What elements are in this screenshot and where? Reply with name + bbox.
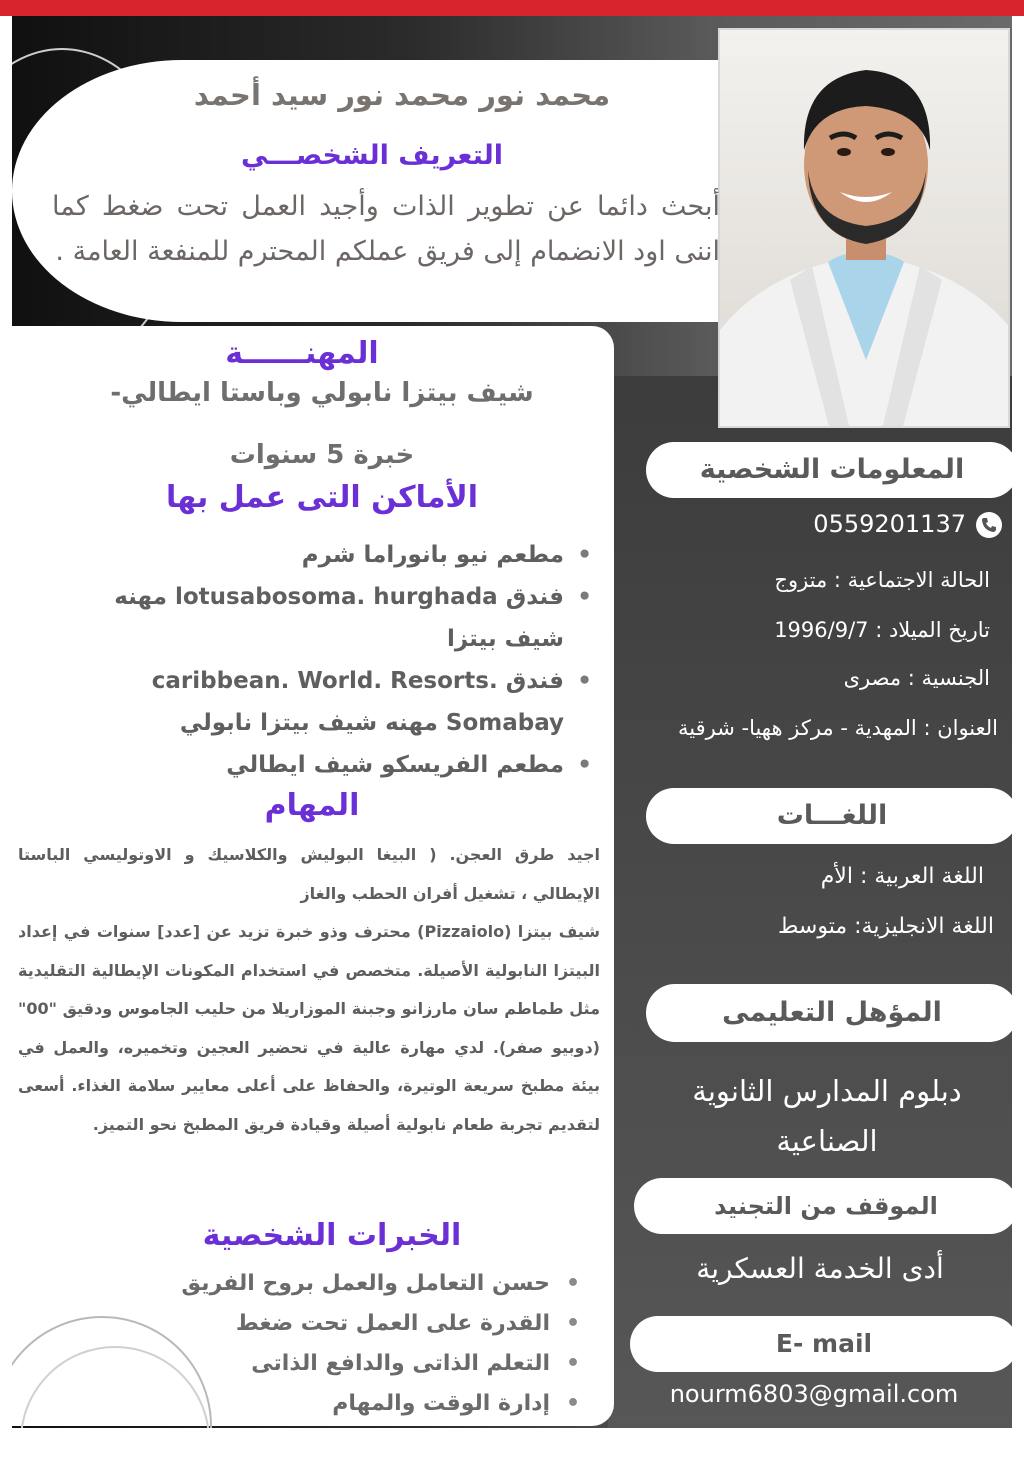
education-heading: المؤهل التعليمى <box>646 984 1012 1042</box>
profile-heading: التعريف الشخصـــي <box>240 140 504 171</box>
workplaces-list <box>72 534 592 786</box>
list-item: • فندق lotusabosoma. hurghada مهنه شيف بيتزا <box>72 576 592 660</box>
list-item: • فندق .caribbean. World. Resorts Somabay مهنه شيف بيتزا نابولي <box>72 660 592 744</box>
top-red-bar <box>0 0 1024 16</box>
profile-photo <box>718 28 1010 428</box>
education-value: دبلوم المدارس الثانوية الصناعية <box>692 1074 962 1158</box>
profile-text: أبحث دائما عن تطوير الذات وأجيد العمل تحت ضغط كما اننى اود الانضمام إلى فريق عملكم المحترم للمنفعة العامة . <box>52 191 720 267</box>
phone-row <box>712 510 1002 538</box>
tasks-paragraph: اجيد طرق العجن. ( البيغا البوليش والكلاسيك و الاوتوليسي الباستا الإيطالي ، تشغيل أفران الحطب والغاز <box>18 845 600 903</box>
experience-years: خبرة 5 سنوات <box>229 440 415 470</box>
phone-icon <box>976 512 1002 538</box>
tasks-text <box>18 836 600 1144</box>
profession-heading: المهنــــــة <box>225 336 379 371</box>
nationality: الجنسية : مصرى <box>843 666 990 690</box>
email-heading: E- mail <box>630 1316 1012 1372</box>
skills-heading: الخبرات الشخصية <box>202 1218 462 1253</box>
list-item: • التعلم الذاتى والدافع الذاتى <box>112 1344 580 1384</box>
address: العنوان : المهدية - مركز ههيا- شرقية <box>678 716 998 740</box>
list-item: • مطعم الفريسكو شيف ايطالي <box>72 744 592 786</box>
skills-list <box>112 1264 580 1424</box>
tasks-heading: المهام <box>264 788 360 823</box>
profession-value: شيف بيتزا نابولي وباستا ايطالي- <box>110 378 534 408</box>
list-item: • إدارة الوقت والمهام <box>112 1384 580 1424</box>
list-item: • مطعم نيو بانوراما شرم <box>72 534 592 576</box>
personal-info-heading: المعلومات الشخصية <box>646 442 1012 498</box>
full-name: محمد نور محمد نور سيد أحمد <box>193 78 611 112</box>
list-item: • القدرة على العمل تحت ضغط <box>112 1304 580 1344</box>
phone-number: 0559201137 <box>813 510 966 538</box>
person-silhouette-icon <box>720 30 1010 428</box>
list-item: • حسن التعامل والعمل بروح الفريق <box>112 1264 580 1304</box>
workplaces-heading: الأماكن التى عمل بها <box>165 480 479 515</box>
tasks-paragraph: شيف بيتزا (Pizzaiolo) محترف وذو خبرة تزيد عن [عدد] سنوات في إعداد البيتزا النابولية الأصيلة. متخصص في استخدام المكونات الإيطالية التقليدية مثل طماطم سان مارزانو وجبنة الموزاريلا من حليب الجاموس ودقيق "00" (دوبيو صفر). لدي مهارة عالية في تحضير العجين وتخميره، والعمل في بيئة مطبخ سريعة الوتيرة، والحفاظ على أعلى معايير سلامة الغذاء. أسعى لتقديم تجربة طعام نابولية أصيلة وقيادة فريق المطبخ نحو التميز. <box>18 922 601 1134</box>
languages-heading: اللغـــات <box>646 788 1012 844</box>
marital-status: الحالة الاجتماعية : متزوج <box>774 568 990 592</box>
military-heading: الموقف من التجنيد <box>634 1178 1012 1234</box>
military-value: أدى الخدمة العسكرية <box>696 1252 944 1285</box>
cv-page <box>12 16 1012 1428</box>
language-english: اللغة الانجليزية: متوسط <box>778 914 994 939</box>
birth-date: تاريخ الميلاد : 1996/9/7 <box>774 618 990 642</box>
language-arabic: اللغة العربية : الأم <box>820 864 984 889</box>
email-value[interactable]: nourm6803@gmail.com <box>669 1380 959 1408</box>
